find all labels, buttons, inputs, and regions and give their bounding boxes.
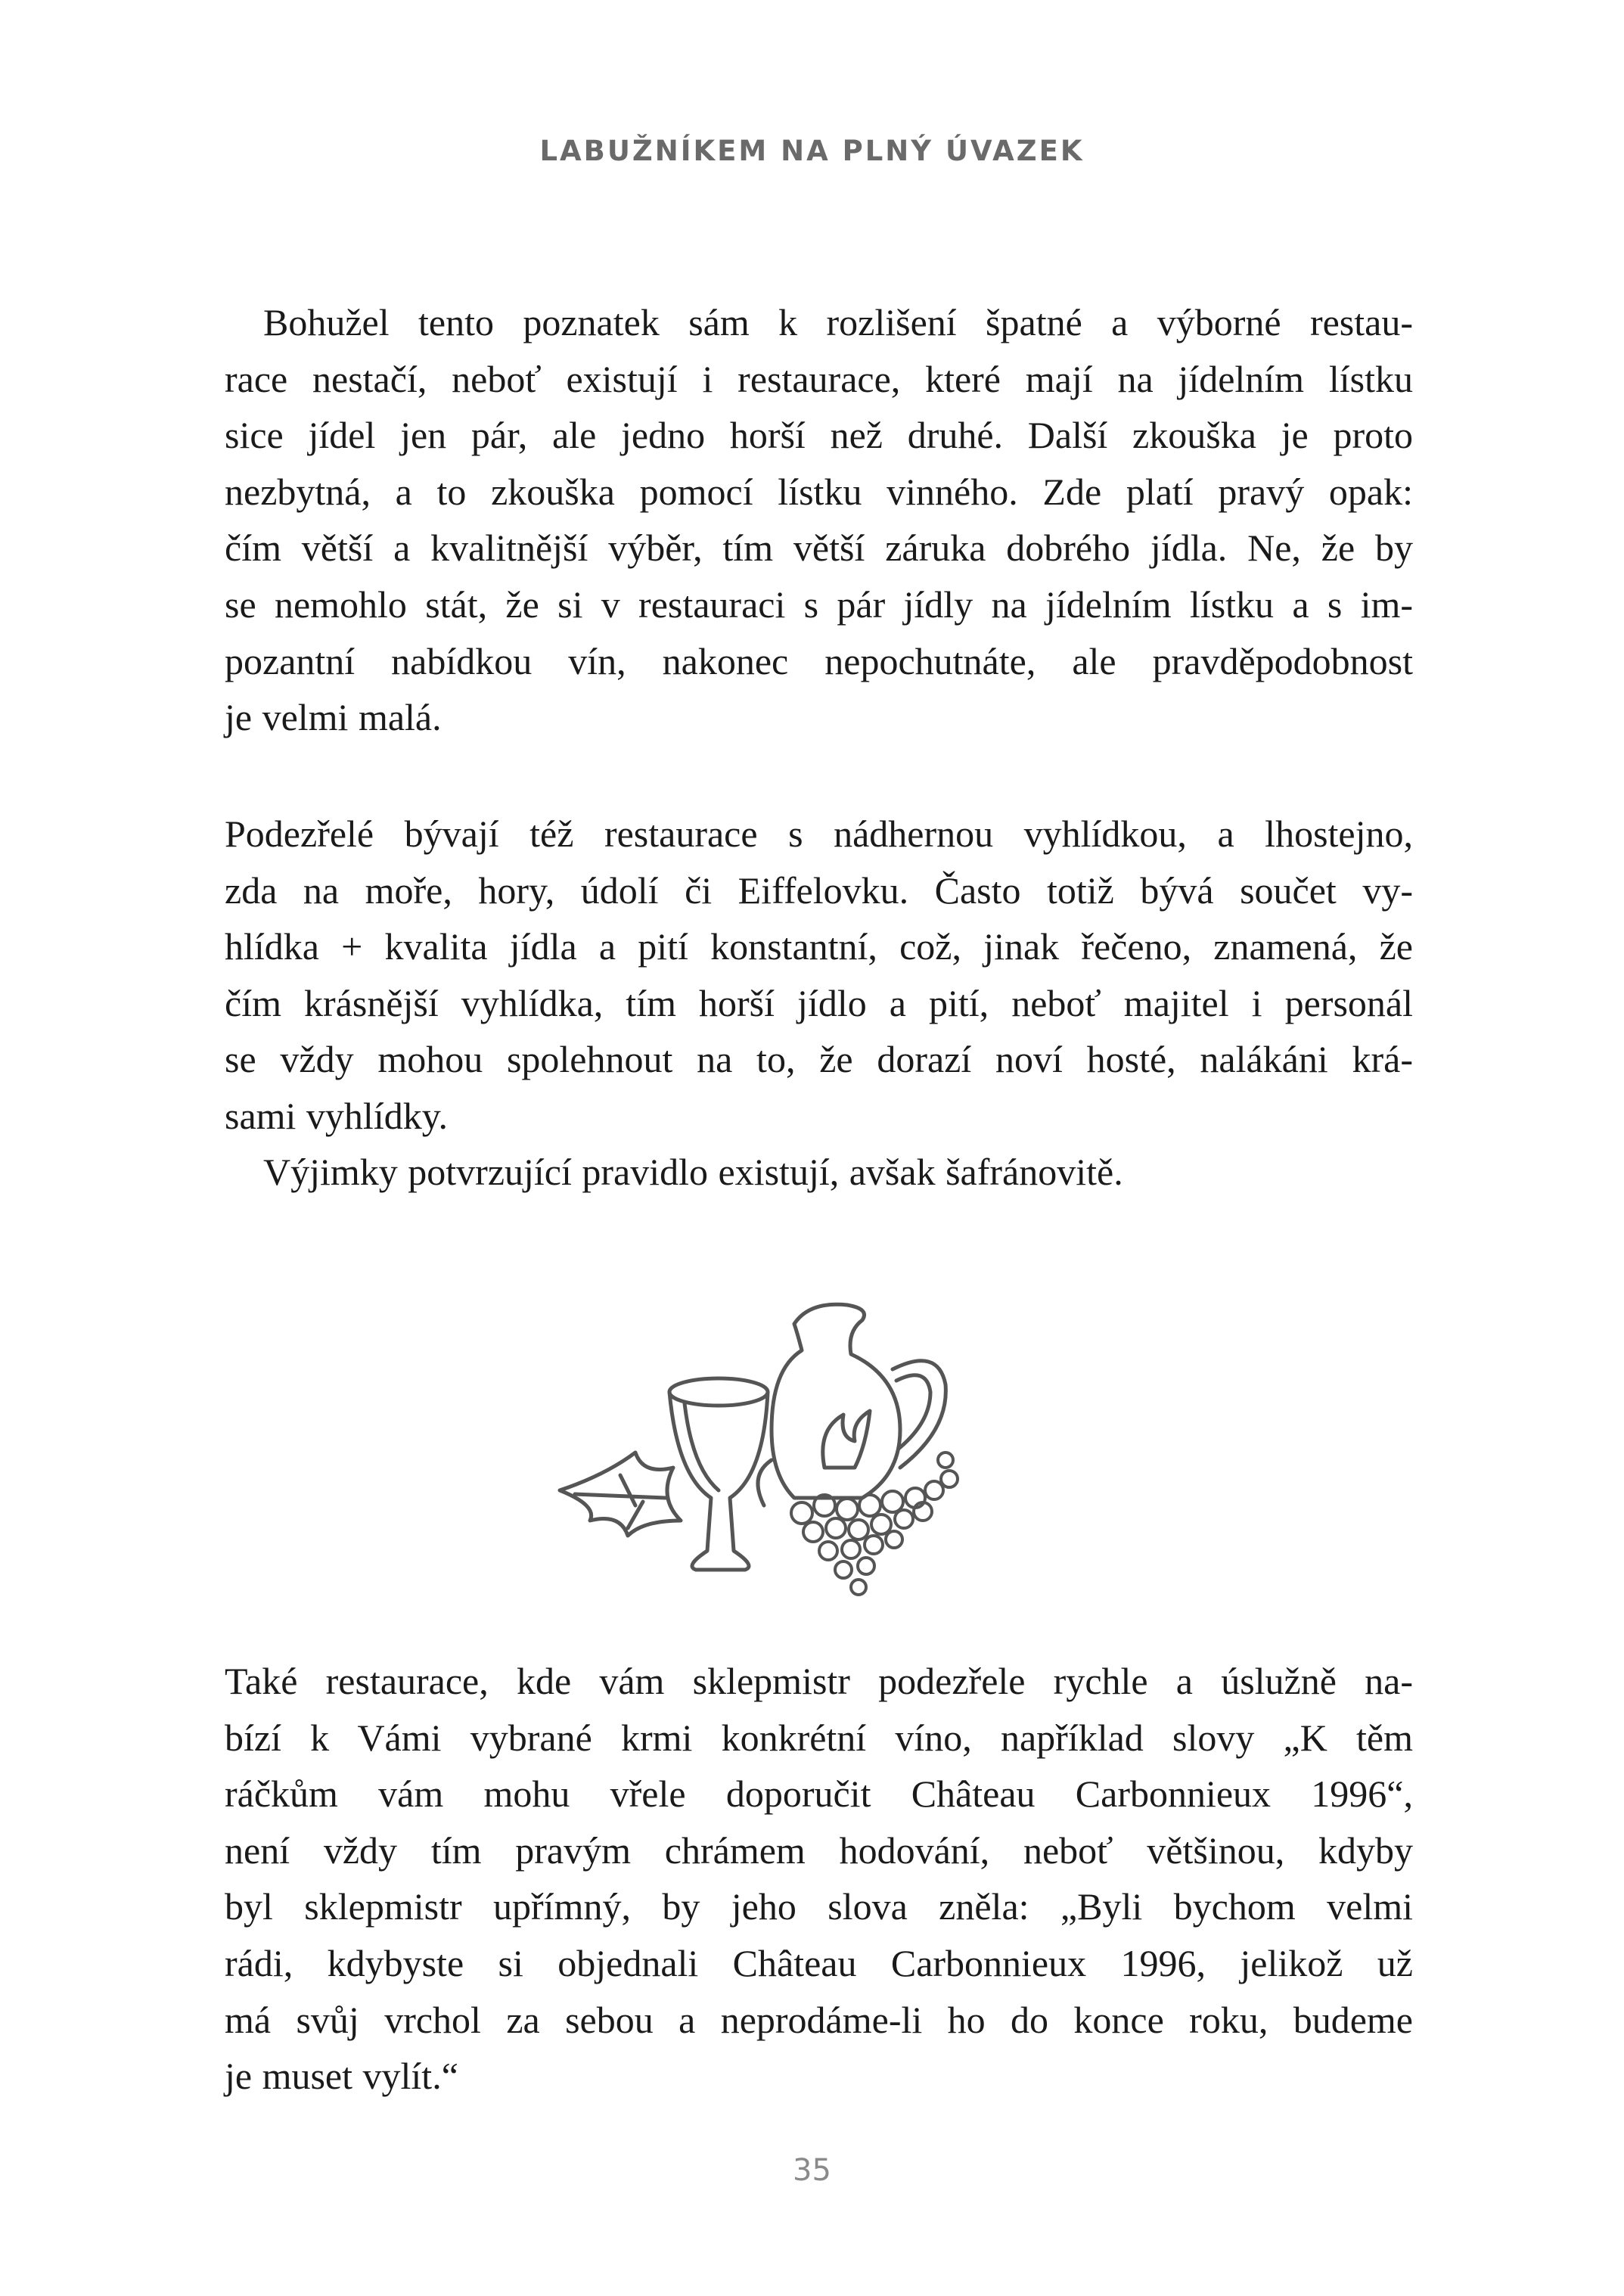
text-line: bízí k Vámi vybrané krmi konkrétní víno, například slovy „K těm bbox=[225, 1716, 1413, 1759]
text-line: rádi, kdybyste si objednali Château Carbonnieux 1996, jelikož už bbox=[225, 1942, 1413, 1984]
wine-illustration-icon bbox=[545, 1278, 1119, 1604]
text-line: zda na moře, hory, údolí či Eiffelovku. Často totiž bývá součet vy- bbox=[225, 868, 1413, 912]
text-line: čím krásnější vyhlídka, tím horší jídlo a pití, neboť majitel i personál bbox=[225, 981, 1413, 1024]
text-line: není vždy tím pravým chrámem hodování, neboť většinou, kdyby bbox=[225, 1828, 1413, 1872]
text-line: čím větší a kvalitnější výběr, tím větší záruka dobrého jídla. Ne, že by bbox=[225, 527, 1413, 570]
text-line: je velmi malá. bbox=[225, 696, 442, 739]
text-line: race nestačí, neboť existují i restaurace, které mají na jídelním lístku bbox=[225, 357, 1413, 400]
page-number: 35 bbox=[793, 2153, 831, 2188]
text-line: hlídka + kvalita jídla a pití konstantní, což, jinak řečeno, znamená, že bbox=[225, 925, 1413, 968]
text-line: sami vyhlídky. bbox=[225, 1095, 448, 1137]
text-line: Také restaurace, kde vám sklepmistr podezřele rychle a úslužně na- bbox=[225, 1660, 1413, 1702]
text-line: sice jídel jen pár, ale jedno horší než druhé. Další zkouška je proto bbox=[225, 414, 1413, 457]
text-line: je muset vylít.“ bbox=[225, 2055, 458, 2098]
text-line: nezbytná, a to zkouška pomocí lístku vinného. Zde platí pravý opak: bbox=[225, 470, 1413, 513]
text-line: Podezřelé bývají též restaurace s nádhernou vyhlídkou, a lhostejno, bbox=[225, 812, 1413, 855]
text-line: pozantní nabídkou vín, nakonec nepochutnáte, ale pravděpodobnost bbox=[225, 639, 1413, 682]
text-line: ráčkům vám mohu vřele doporučit Château Carbonnieux 1996“, bbox=[225, 1772, 1413, 1816]
text-line: se nemohlo stát, že si v restauraci s pár jídly na jídelním lístku a s im- bbox=[225, 583, 1413, 626]
text-line: má svůj vrchol za sebou a neprodáme-li ho do konce roku, budeme bbox=[225, 1998, 1413, 2041]
text-line: Bohužel tento poznatek sám k rozlišení špatné a výborné restau- bbox=[263, 301, 1413, 343]
text-line: byl sklepmistr upřímný, by jeho slova zněla: „Byli bychom velmi bbox=[225, 1885, 1413, 1928]
text-line: Výjimky potvrzující pravidlo existují, avšak šafránovitě. bbox=[263, 1151, 1123, 1193]
text-line: se vždy mohou spolehnout na to, že dorazí noví hosté, nalákáni krá- bbox=[225, 1038, 1413, 1081]
running-header: LABUŽNÍKEM NA PLNÝ ÚVAZEK bbox=[539, 135, 1085, 167]
